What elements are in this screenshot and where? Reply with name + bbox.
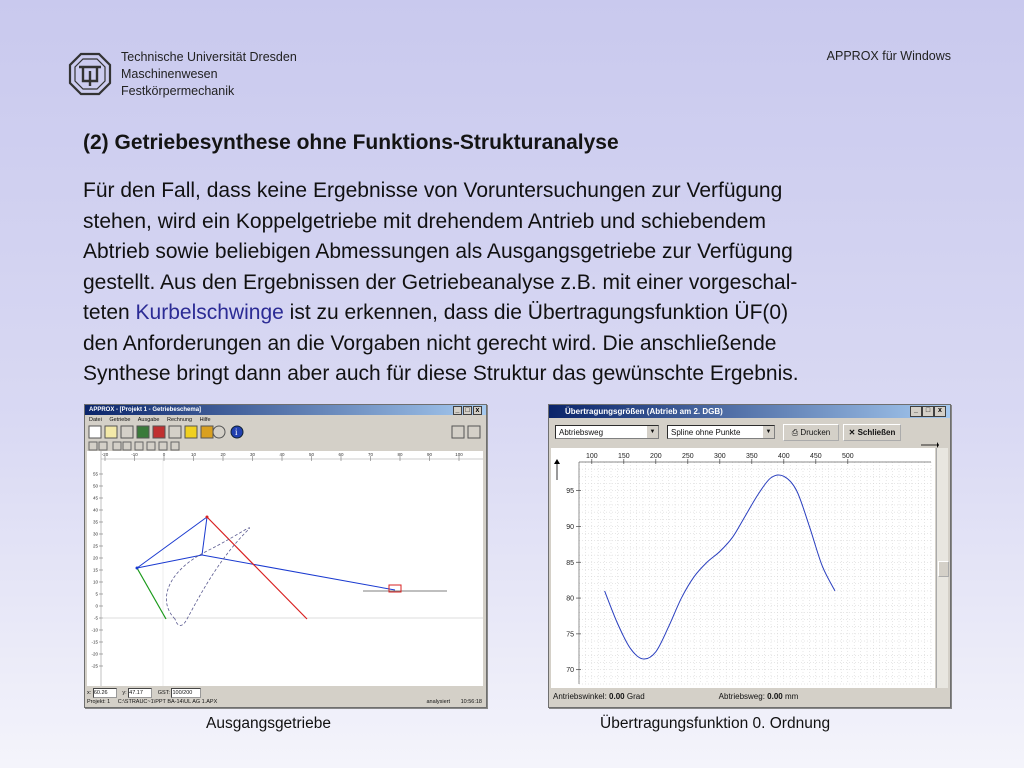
y-tick-label: 40 [92, 507, 98, 513]
institution-line: Technische Universität Dresden [121, 50, 297, 64]
x-tick-label: 150 [617, 453, 630, 460]
svg-text:i: i [235, 427, 238, 437]
y-tick-label: -5 [93, 615, 98, 621]
window-title: Übertragungsgrößen (Abtrieb am 2. DGB) [565, 407, 723, 416]
x-tick-label: 40 [279, 452, 285, 457]
close-button[interactable] [843, 424, 901, 441]
x-tick-label: 90 [426, 452, 433, 457]
status-y-value: 47.17 [128, 688, 152, 698]
paragraph-line [83, 298, 963, 329]
print-button[interactable] [783, 424, 839, 441]
paragraph-line: Für den Fall, dass keine Ergebnisse von Voruntersuchungen zur Verfügung [83, 179, 783, 202]
transfer-function-chart[interactable] [551, 448, 935, 688]
y-tick-label: 70 [566, 667, 574, 675]
vertical-scrollbar[interactable] [936, 448, 948, 688]
y-tick-label: 5 [95, 591, 98, 597]
mechanism-links [136, 516, 448, 626]
dropdown-quantity[interactable] [555, 425, 659, 439]
x-tick-label: 80 [397, 452, 403, 457]
y-tick-label: 75 [566, 631, 574, 639]
caption-uebertragungsfunktion: Übertragungsfunktion 0. Ordnung [600, 715, 831, 732]
menu-item-rechnung[interactable]: Rechnung [166, 417, 193, 423]
y-tick-label: 80 [566, 595, 574, 603]
paragraph-line: stehen, wird ein Koppelgetriebe mit drehendem Antrieb und schiebendem [83, 209, 766, 233]
status-project: Projekt: 1 [87, 699, 111, 705]
x-tick-label: 60 [338, 452, 344, 457]
dropdown-interpolation-value: Spline ohne Punkte [671, 428, 741, 437]
x-tick-label: 200 [649, 453, 662, 460]
mechanism-plot[interactable] [87, 451, 483, 686]
x-tick-label: 30 [249, 452, 256, 457]
y-tick-label: -25 [91, 663, 98, 669]
institution-line: Maschinenwesen [121, 67, 218, 81]
status-drive-angle-unit: Grad [626, 692, 645, 701]
maximize-button[interactable]: □ [463, 406, 472, 415]
printer-icon: ⎙ [791, 428, 799, 437]
y-tick-label: 0 [95, 603, 98, 609]
app-title: APPROX für Windows [826, 49, 951, 63]
institution-block [121, 49, 297, 100]
x-tick-label: 10 [190, 452, 197, 457]
status-bar [553, 692, 946, 701]
y-tick-label: -20 [91, 651, 98, 657]
close-window-button[interactable]: x [473, 406, 482, 415]
status-x-value: 60.26 [93, 688, 117, 698]
scroll-thumb[interactable] [938, 561, 949, 577]
tu-dresden-logo-icon [68, 52, 112, 96]
dropdown-interpolation[interactable] [667, 425, 775, 439]
paragraph-text: ist zu erkennen, dass die Übertragungsfunktion ÜF(0) [283, 301, 789, 324]
y-tick-label: 85 [566, 559, 574, 567]
y-tick-label: 50 [92, 483, 98, 489]
status-gst-label: GST: [157, 690, 170, 696]
slide-heading: (2) Getriebesynthese ohne Funktions-Strukturanalyse [83, 131, 619, 154]
print-button-label: Drucken [800, 428, 831, 437]
y-tick-label: 45 [92, 495, 98, 501]
status-bar [87, 688, 484, 705]
window-titlebar [549, 405, 950, 418]
menu-item-datei[interactable]: Datei [89, 417, 102, 423]
status-x-label: x: [87, 690, 92, 696]
status-time: 10:56:18 [460, 699, 482, 705]
paragraph-line: gestellt. Aus den Ergebnissen der Getriebeanalyse z.B. mit einer vorgeschal- [83, 270, 798, 294]
approx-scheme-window [84, 404, 487, 708]
chevron-down-icon: ▼ [763, 426, 774, 438]
x-tick-label: -20 [101, 452, 109, 457]
x-tick-label: 20 [220, 452, 226, 457]
window-titlebar [85, 405, 486, 415]
menu-item-ausgabe[interactable]: Ausgabe [137, 417, 160, 423]
transfer-function-window [548, 404, 951, 708]
x-tick-label: 300 [713, 453, 726, 460]
x-tick-label: -10 [131, 452, 138, 457]
status-y-label: y: [122, 690, 127, 696]
y-tick-label: 55 [92, 471, 98, 477]
minimize-button[interactable]: _ [453, 406, 462, 415]
paragraph-line: Synthese bringt dann aber auch für diese Struktur das gewünschte Ergebnis. [83, 362, 799, 385]
y-tick-label: 20 [92, 555, 98, 561]
status-path: C:\STRAUC~1\PPT BA-14\UL AG 1.APX [117, 699, 218, 705]
chevron-down-icon: ▼ [647, 426, 658, 438]
institution-line: Festkörpermechanik [121, 84, 235, 98]
x-tick-label: 50 [308, 452, 315, 457]
y-tick-label: 95 [566, 488, 574, 496]
y-tick-label: 35 [92, 519, 98, 525]
x-tick-label: 100 [585, 453, 598, 460]
x-tick-label: 400 [777, 453, 790, 460]
minimize-button[interactable]: _ [910, 406, 922, 417]
status-gst-value: 100/200 [171, 688, 201, 698]
status-output-label: Abtriebsweg: [718, 692, 765, 701]
x-tick-label: 350 [745, 453, 758, 460]
body-paragraph [83, 176, 963, 390]
close-window-button[interactable]: x [934, 406, 946, 417]
keyword-kurbelschwinge: Kurbelschwinge [135, 301, 284, 324]
maximize-button[interactable]: □ [922, 406, 934, 417]
y-tick-label: 90 [566, 523, 574, 531]
close-button-label: Schließen [857, 428, 896, 437]
x-tick-label: 500 [841, 453, 854, 460]
x-tick-label: 450 [809, 453, 822, 460]
paragraph-line: den Anforderungen an die Vorgaben nicht gerecht wird. Die anschließende [83, 331, 777, 355]
status-output-unit: mm [784, 692, 799, 701]
y-tick-label: 10 [92, 579, 98, 585]
paragraph-text: teten [83, 301, 136, 324]
status-drive-angle-label: Antriebswinkel: [553, 692, 607, 701]
status-mode: analysiert [426, 699, 450, 705]
status-drive-angle-value: 0.00 [609, 692, 625, 701]
y-tick-label: -15 [91, 639, 98, 645]
toolbar-buttons-row1[interactable] [89, 426, 480, 438]
menu-item-hilfe[interactable]: Hilfe [199, 417, 211, 423]
y-tick-label: -10 [91, 627, 98, 633]
menu-bar [89, 416, 211, 424]
dropdown-quantity-value: Abtriebsweg [559, 428, 604, 437]
y-tick-label: 30 [92, 531, 98, 537]
y-tick-label: 15 [92, 567, 98, 573]
y-tick-label: 25 [92, 543, 98, 549]
caption-ausgangsgetriebe: Ausgangsgetriebe [206, 715, 331, 732]
x-tick-label: 250 [681, 453, 694, 460]
x-tick-label: 100 [455, 452, 463, 457]
window-title: APPROX - [Projekt 1 - Getriebeschema] [89, 407, 202, 413]
x-tick-label: 70 [367, 452, 374, 457]
menu-item-getriebe[interactable]: Getriebe [109, 417, 131, 423]
paragraph-line: Abtrieb sowie beliebigen Abmessungen als Ausgangsgetriebe zur Verfügung [83, 240, 793, 263]
toolbar-buttons-row2[interactable] [89, 442, 179, 450]
status-output-value: 0.00 [767, 692, 783, 701]
x-tick-label: 0 [162, 452, 166, 457]
close-x-icon: ✕ [848, 428, 856, 437]
